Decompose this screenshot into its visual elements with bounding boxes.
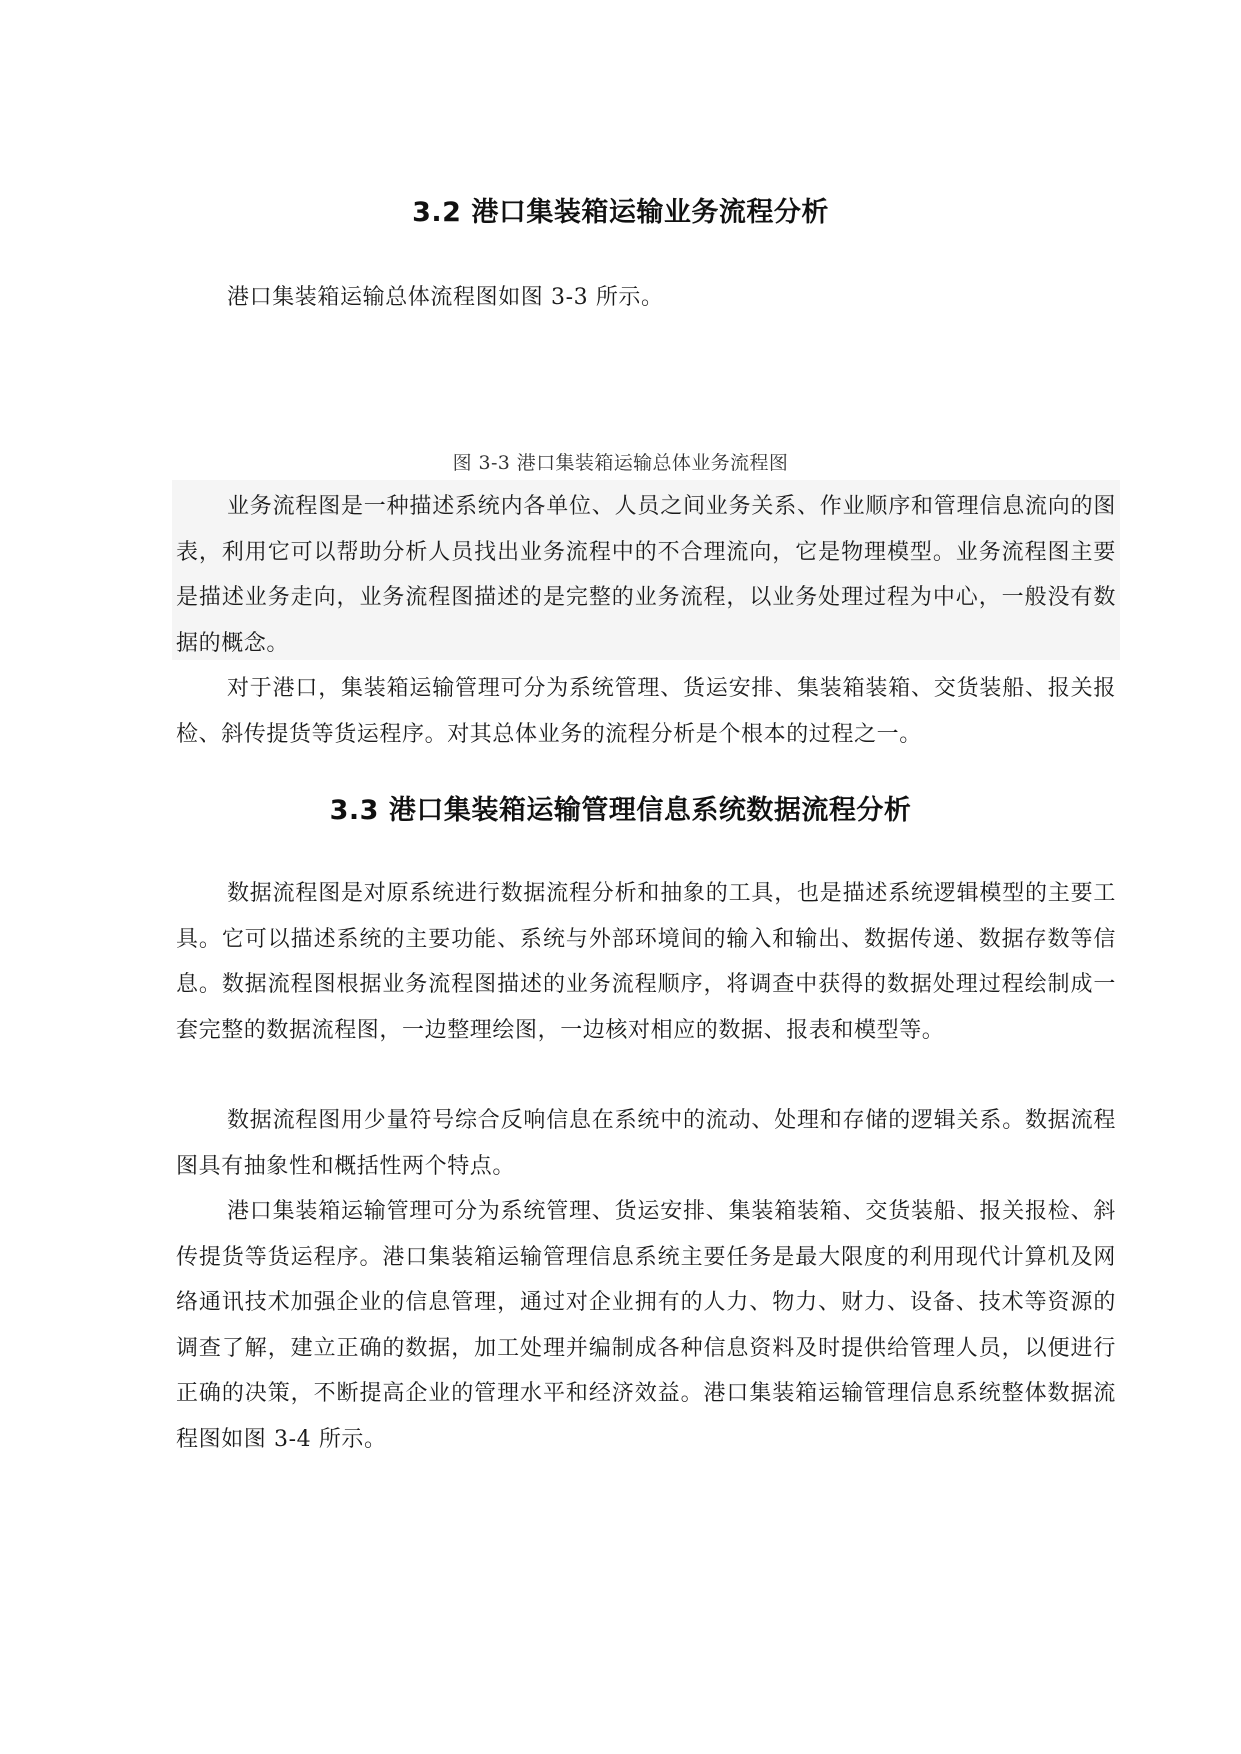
- figure-caption: 图 3-3 港口集装箱运输总体业务流程图: [452, 452, 789, 474]
- section-heading-3-3: 3.3 港口集装箱运输管理信息系统数据流程分析: [329, 795, 912, 826]
- intro-paragraph: 港口集装箱运输总体流程图如图 3-3 所示。: [227, 285, 664, 310]
- paragraph: 对于港口，集装箱运输管理可分为系统管理、货运安排、集装箱装箱、交货装船、报关报检、斜传提货等货运程序。对其总体业务的流程分析是个根本的过程之一。: [176, 676, 1116, 747]
- paragraph: 数据流程图用少量符号综合反响信息在系统中的流动、处理和存储的逻辑关系。数据流程图具有抽象性和概括性两个特点。: [176, 1108, 1116, 1179]
- paragraph: 业务流程图是一种描述系统内各单位、人员之间业务关系、作业顺序和管理信息流向的图表，利用它可以帮助分析人员找出业务流程中的不合理流向，它是物理模型。业务流程图主要是描述业务走向，业务流程图描述的是完整的业务流程，以业务处理过程为中心，一般没有数据的概念。: [176, 494, 1116, 656]
- paragraph: 港口集装箱运输管理可分为系统管理、货运安排、集装箱装箱、交货装船、报关报检、斜传提货等货运程序。港口集装箱运输管理信息系统主要任务是最大限度的利用现代计算机及网络通讯技术加强企业的信息管理，通过对企业拥有的人力、物力、财力、设备、技术等资源的调查了解，建立正确的数据，加工处理并编制成各种信息资料及时提供给管理人员，以便进行正确的决策，不断提高企业的管理水平和经济效益。港口集装箱运输管理信息系统整体数据流程图如图 3-4 所示。: [176, 1199, 1116, 1452]
- section-heading-3-2: 3.2 港口集装箱运输业务流程分析: [412, 197, 829, 228]
- paragraph: 数据流程图是对原系统进行数据流程分析和抽象的工具，也是描述系统逻辑模型的主要工具。它可以描述系统的主要功能、系统与外部环境间的输入和输出、数据传递、数据存数等信息。数据流程图根据业务流程图描述的业务流程顺序，将调查中获得的数据处理过程绘制成一套完整的数据流程图，一边整理绘图，一边核对相应的数据、报表和模型等。: [176, 881, 1116, 1043]
